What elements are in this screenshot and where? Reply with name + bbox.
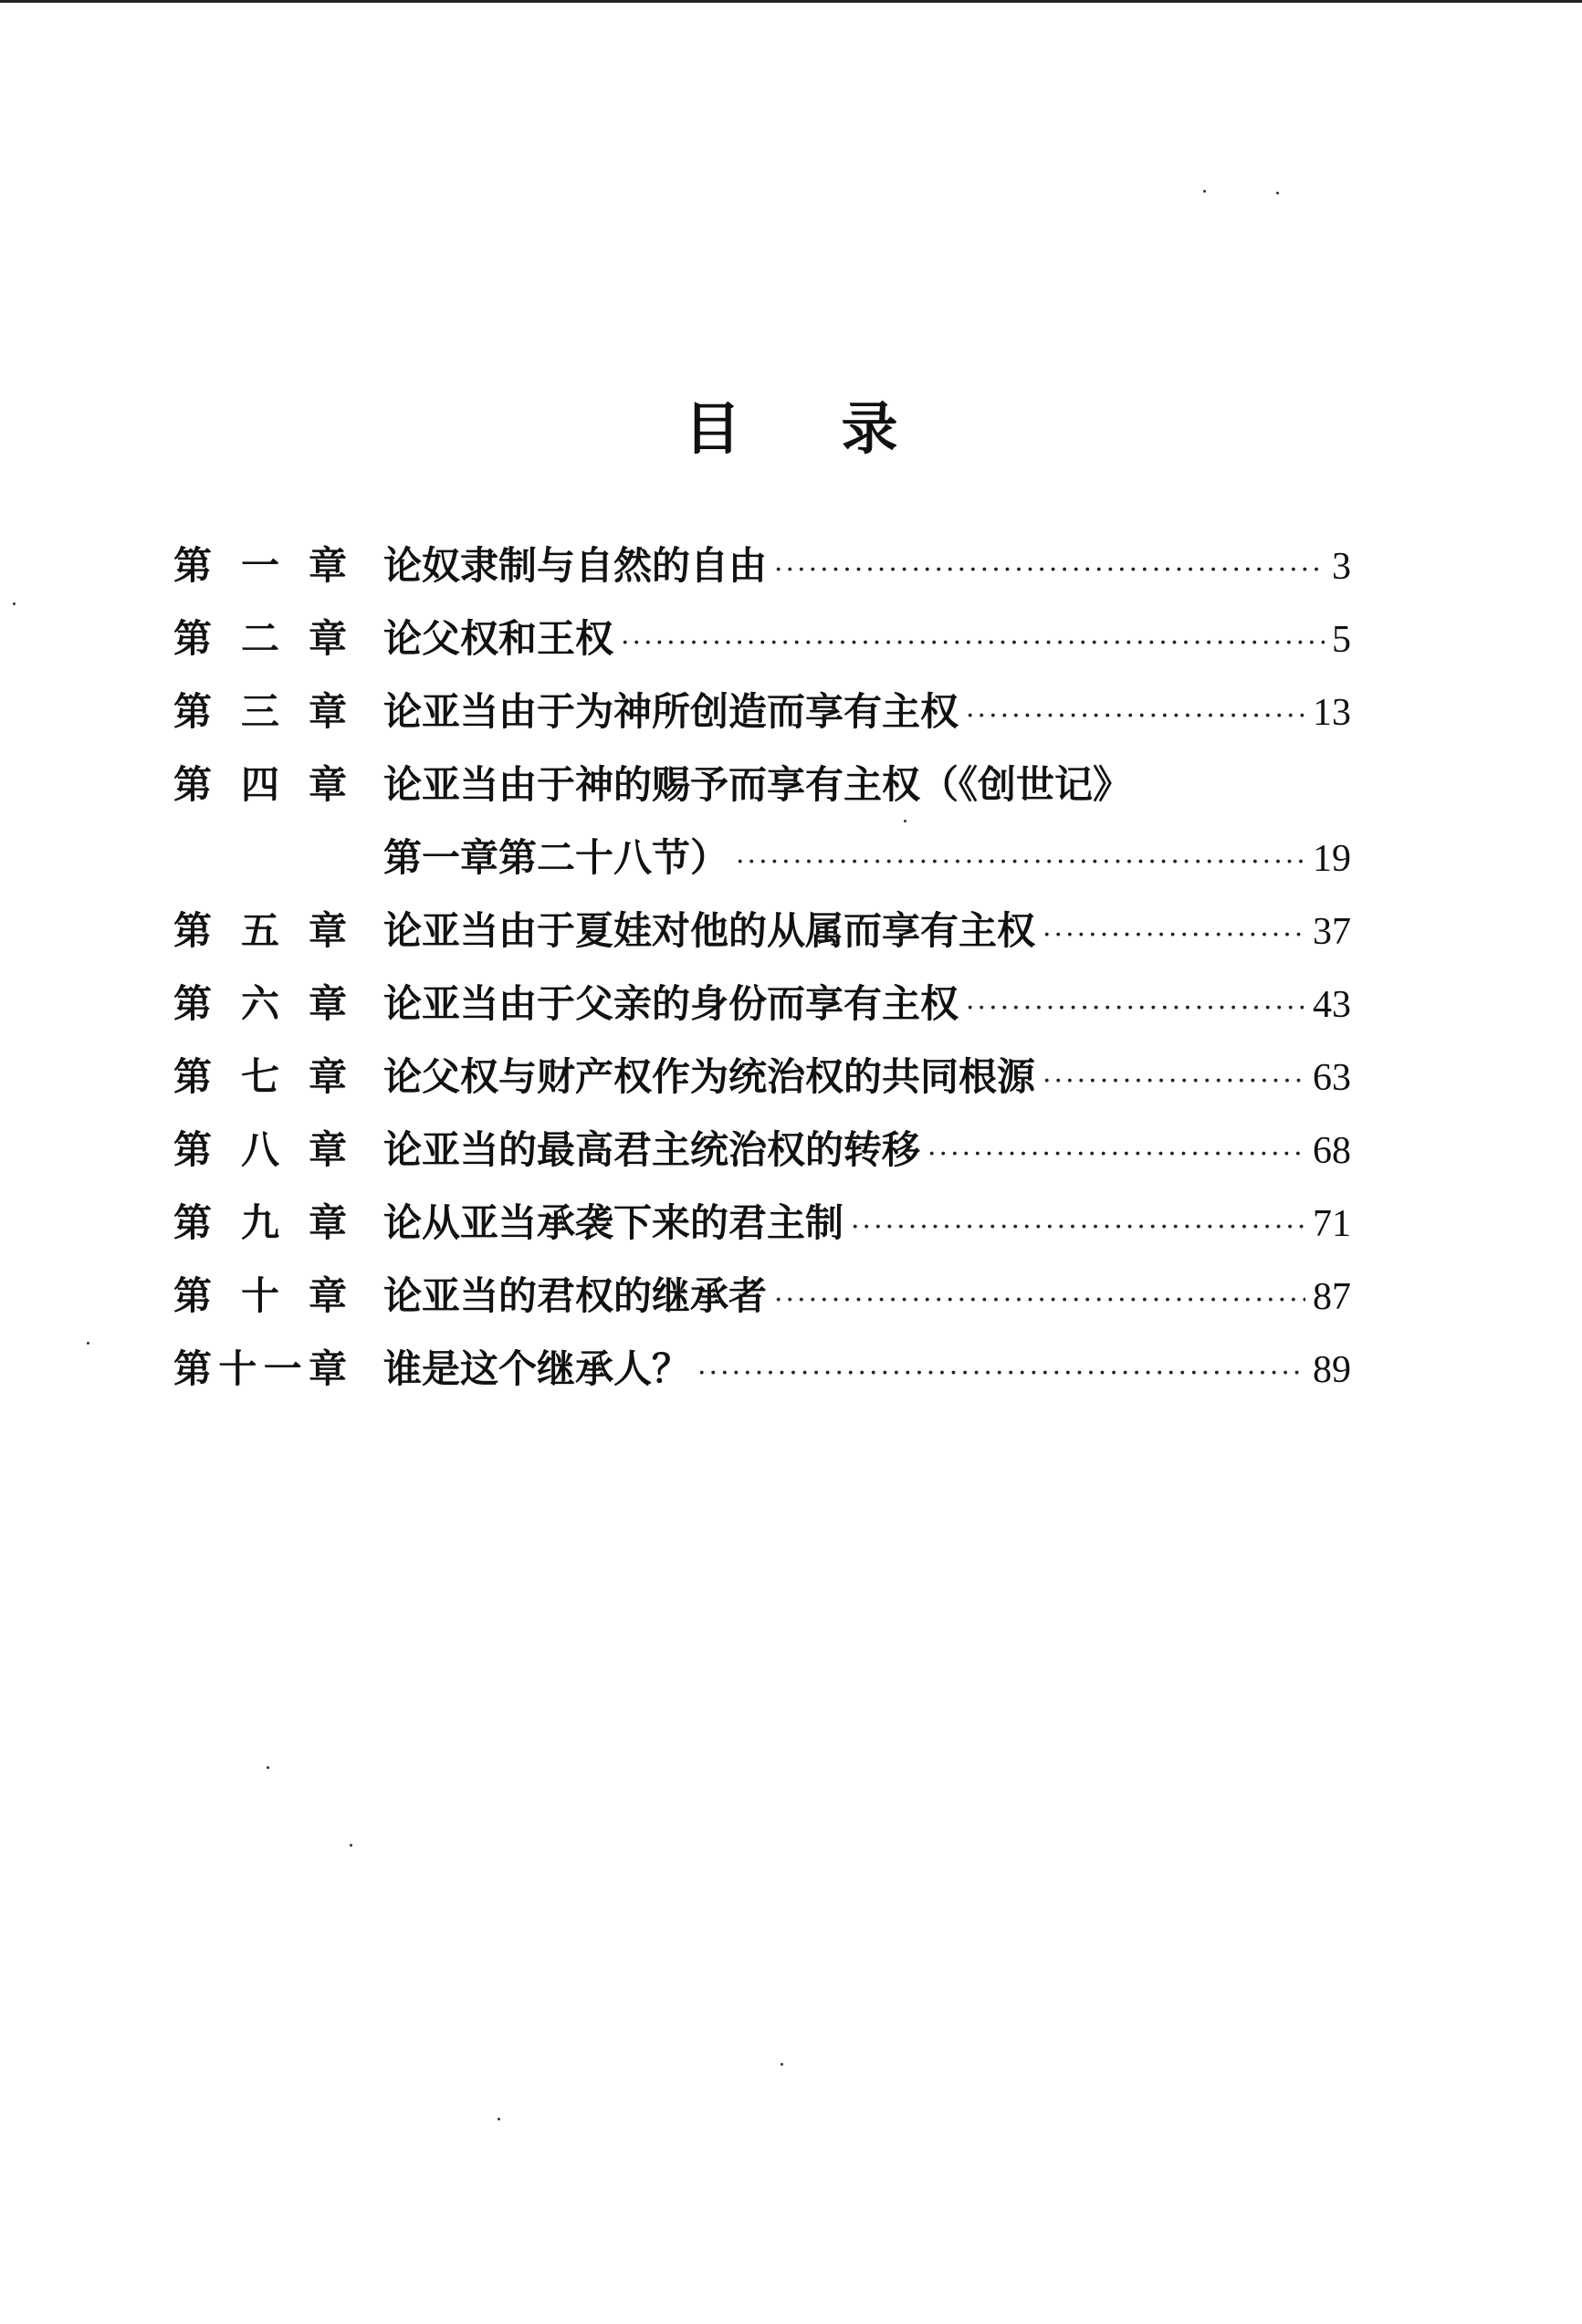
chapter-label-char: 第: [173, 1054, 213, 1099]
page-number: 87: [1313, 1276, 1351, 1318]
scan-speck: [350, 1844, 352, 1847]
chapter-label-char: 第: [173, 1127, 213, 1172]
page-number: 19: [1313, 838, 1351, 880]
chapter-label-char: 一: [240, 543, 279, 588]
chapter-title: 第一章第二十八节）: [383, 835, 729, 880]
page-number: 43: [1313, 984, 1351, 1026]
chapter-title: 论奴隶制与自然的自由: [383, 543, 768, 588]
chapter-title: 论亚当由于夏娃对他的从属而享有主权: [383, 908, 1036, 953]
toc-entry-chapter-3[interactable]: [173, 675, 1351, 748]
page-title-char-1: 目: [684, 395, 741, 462]
toc-entry-chapter-6[interactable]: [173, 968, 1351, 1041]
chapter-label-char: 第: [173, 543, 213, 588]
chapter-label-char: 章: [308, 1127, 347, 1172]
chapter-label-char: 九: [240, 1200, 279, 1245]
scan-speck: [13, 602, 16, 605]
chapter-title: 论亚当由于父亲的身份而享有主权: [383, 981, 959, 1026]
dot-leader: [736, 826, 1305, 899]
toc-entry-chapter-7[interactable]: [173, 1041, 1351, 1114]
chapter-label-char: 四: [240, 762, 279, 807]
page-title-char-2: 录: [841, 395, 898, 462]
chapter-label-char: 章: [308, 908, 347, 953]
chapter-title: 论父权与财产权作为统治权的共同根源: [383, 1054, 1036, 1099]
chapter-label-char: 五: [240, 908, 279, 953]
chapter-label-char: 第: [173, 1273, 213, 1318]
scan-speck: [267, 1766, 269, 1769]
chapter-label-char: 章: [308, 689, 347, 734]
dot-leader: [1042, 1045, 1305, 1118]
chapter-label: [173, 748, 347, 822]
chapter-label-char: 二: [240, 616, 279, 661]
dot-leader: [774, 534, 1325, 607]
chapter-label-char: 章: [308, 1273, 347, 1318]
chapter-label: [173, 1114, 347, 1187]
chapter-label: [173, 1041, 347, 1114]
chapter-label: [173, 895, 347, 968]
page-number: 63: [1313, 1057, 1351, 1099]
chapter-title: 论从亚当承袭下来的君主制: [383, 1200, 844, 1245]
chapter-label: [173, 968, 347, 1041]
chapter-label-char: 章: [308, 616, 347, 661]
chapter-label-char: 第: [173, 689, 213, 734]
chapter-label-char: 章: [308, 1054, 347, 1099]
chapter-label-char: 第: [173, 616, 213, 661]
chapter-label: [173, 1187, 347, 1260]
scan-speck: [87, 1342, 89, 1345]
chapter-title: 论父权和王权: [383, 616, 614, 661]
chapter-label: [173, 529, 347, 602]
dot-leader: [1042, 899, 1305, 972]
chapter-label-char: 章: [308, 1346, 347, 1391]
chapter-label-char: 章: [308, 762, 347, 807]
dot-leader: [966, 972, 1305, 1045]
chapter-label-char: 第: [173, 908, 213, 953]
toc-entry-chapter-5[interactable]: [173, 895, 1351, 968]
chapter-label: [173, 675, 347, 748]
page-number: 89: [1313, 1349, 1351, 1391]
chapter-title: 论亚当的最高君主统治权的转移: [383, 1127, 921, 1172]
chapter-label-char: 七: [240, 1054, 279, 1099]
chapter-label: [173, 1333, 347, 1406]
scan-speck: [1203, 190, 1206, 193]
chapter-label-char: 三: [240, 689, 279, 734]
chapter-title: 论亚当由于为神所创造而享有主权: [383, 689, 959, 734]
toc-entry-chapter-8[interactable]: [173, 1114, 1351, 1187]
chapter-title-line-1: 论亚当由于神的赐予而享有主权（《创世记》: [383, 762, 1132, 807]
chapter-label-char: 第: [173, 981, 213, 1026]
toc-entry-chapter-1[interactable]: [173, 529, 1351, 602]
chapter-label-char: 十: [218, 1346, 257, 1391]
toc-entry-chapter-10[interactable]: [173, 1260, 1351, 1333]
chapter-label-char: 章: [308, 981, 347, 1026]
page-number: 3: [1332, 546, 1351, 588]
chapter-label: [173, 602, 347, 675]
chapter-label-char: 一: [263, 1346, 302, 1391]
page-number: 37: [1313, 911, 1351, 953]
chapter-label-char: 章: [308, 543, 347, 588]
page-number: 13: [1313, 692, 1351, 734]
chapter-label-char: 章: [308, 1200, 347, 1245]
dot-leader: [697, 1337, 1305, 1410]
chapter-label-char: 第: [173, 1200, 213, 1245]
page-number: 68: [1313, 1130, 1351, 1172]
toc-entry-chapter-2[interactable]: [173, 602, 1351, 675]
scan-speck: [781, 2063, 783, 2066]
table-of-contents: [173, 529, 1351, 1406]
chapter-label-char: 十: [240, 1273, 279, 1318]
chapter-label-char: 八: [240, 1127, 279, 1172]
chapter-title: 论亚当的君权的继承者: [383, 1273, 768, 1318]
dot-leader: [621, 607, 1325, 680]
top-border-rule: [0, 0, 1582, 3]
toc-entry-chapter-4[interactable]: [173, 748, 1351, 895]
page-title: [0, 383, 1582, 465]
dot-leader: [927, 1118, 1305, 1191]
scan-speck: [498, 2118, 500, 2120]
chapter-label-char: 六: [240, 981, 279, 1026]
dot-leader: [774, 1264, 1305, 1337]
toc-entry-chapter-11[interactable]: [173, 1333, 1351, 1406]
dot-leader: [851, 1191, 1305, 1264]
toc-entry-chapter-9[interactable]: [173, 1187, 1351, 1260]
chapter-label-char: 第: [173, 1346, 213, 1391]
scan-speck: [1276, 192, 1279, 194]
page-number: 71: [1313, 1203, 1351, 1245]
dot-leader: [966, 680, 1305, 753]
page-number: 5: [1332, 619, 1351, 661]
chapter-title: 谁是这个继承人？: [383, 1346, 691, 1391]
chapter-label-char: 第: [173, 762, 213, 807]
chapter-label: [173, 1260, 347, 1333]
